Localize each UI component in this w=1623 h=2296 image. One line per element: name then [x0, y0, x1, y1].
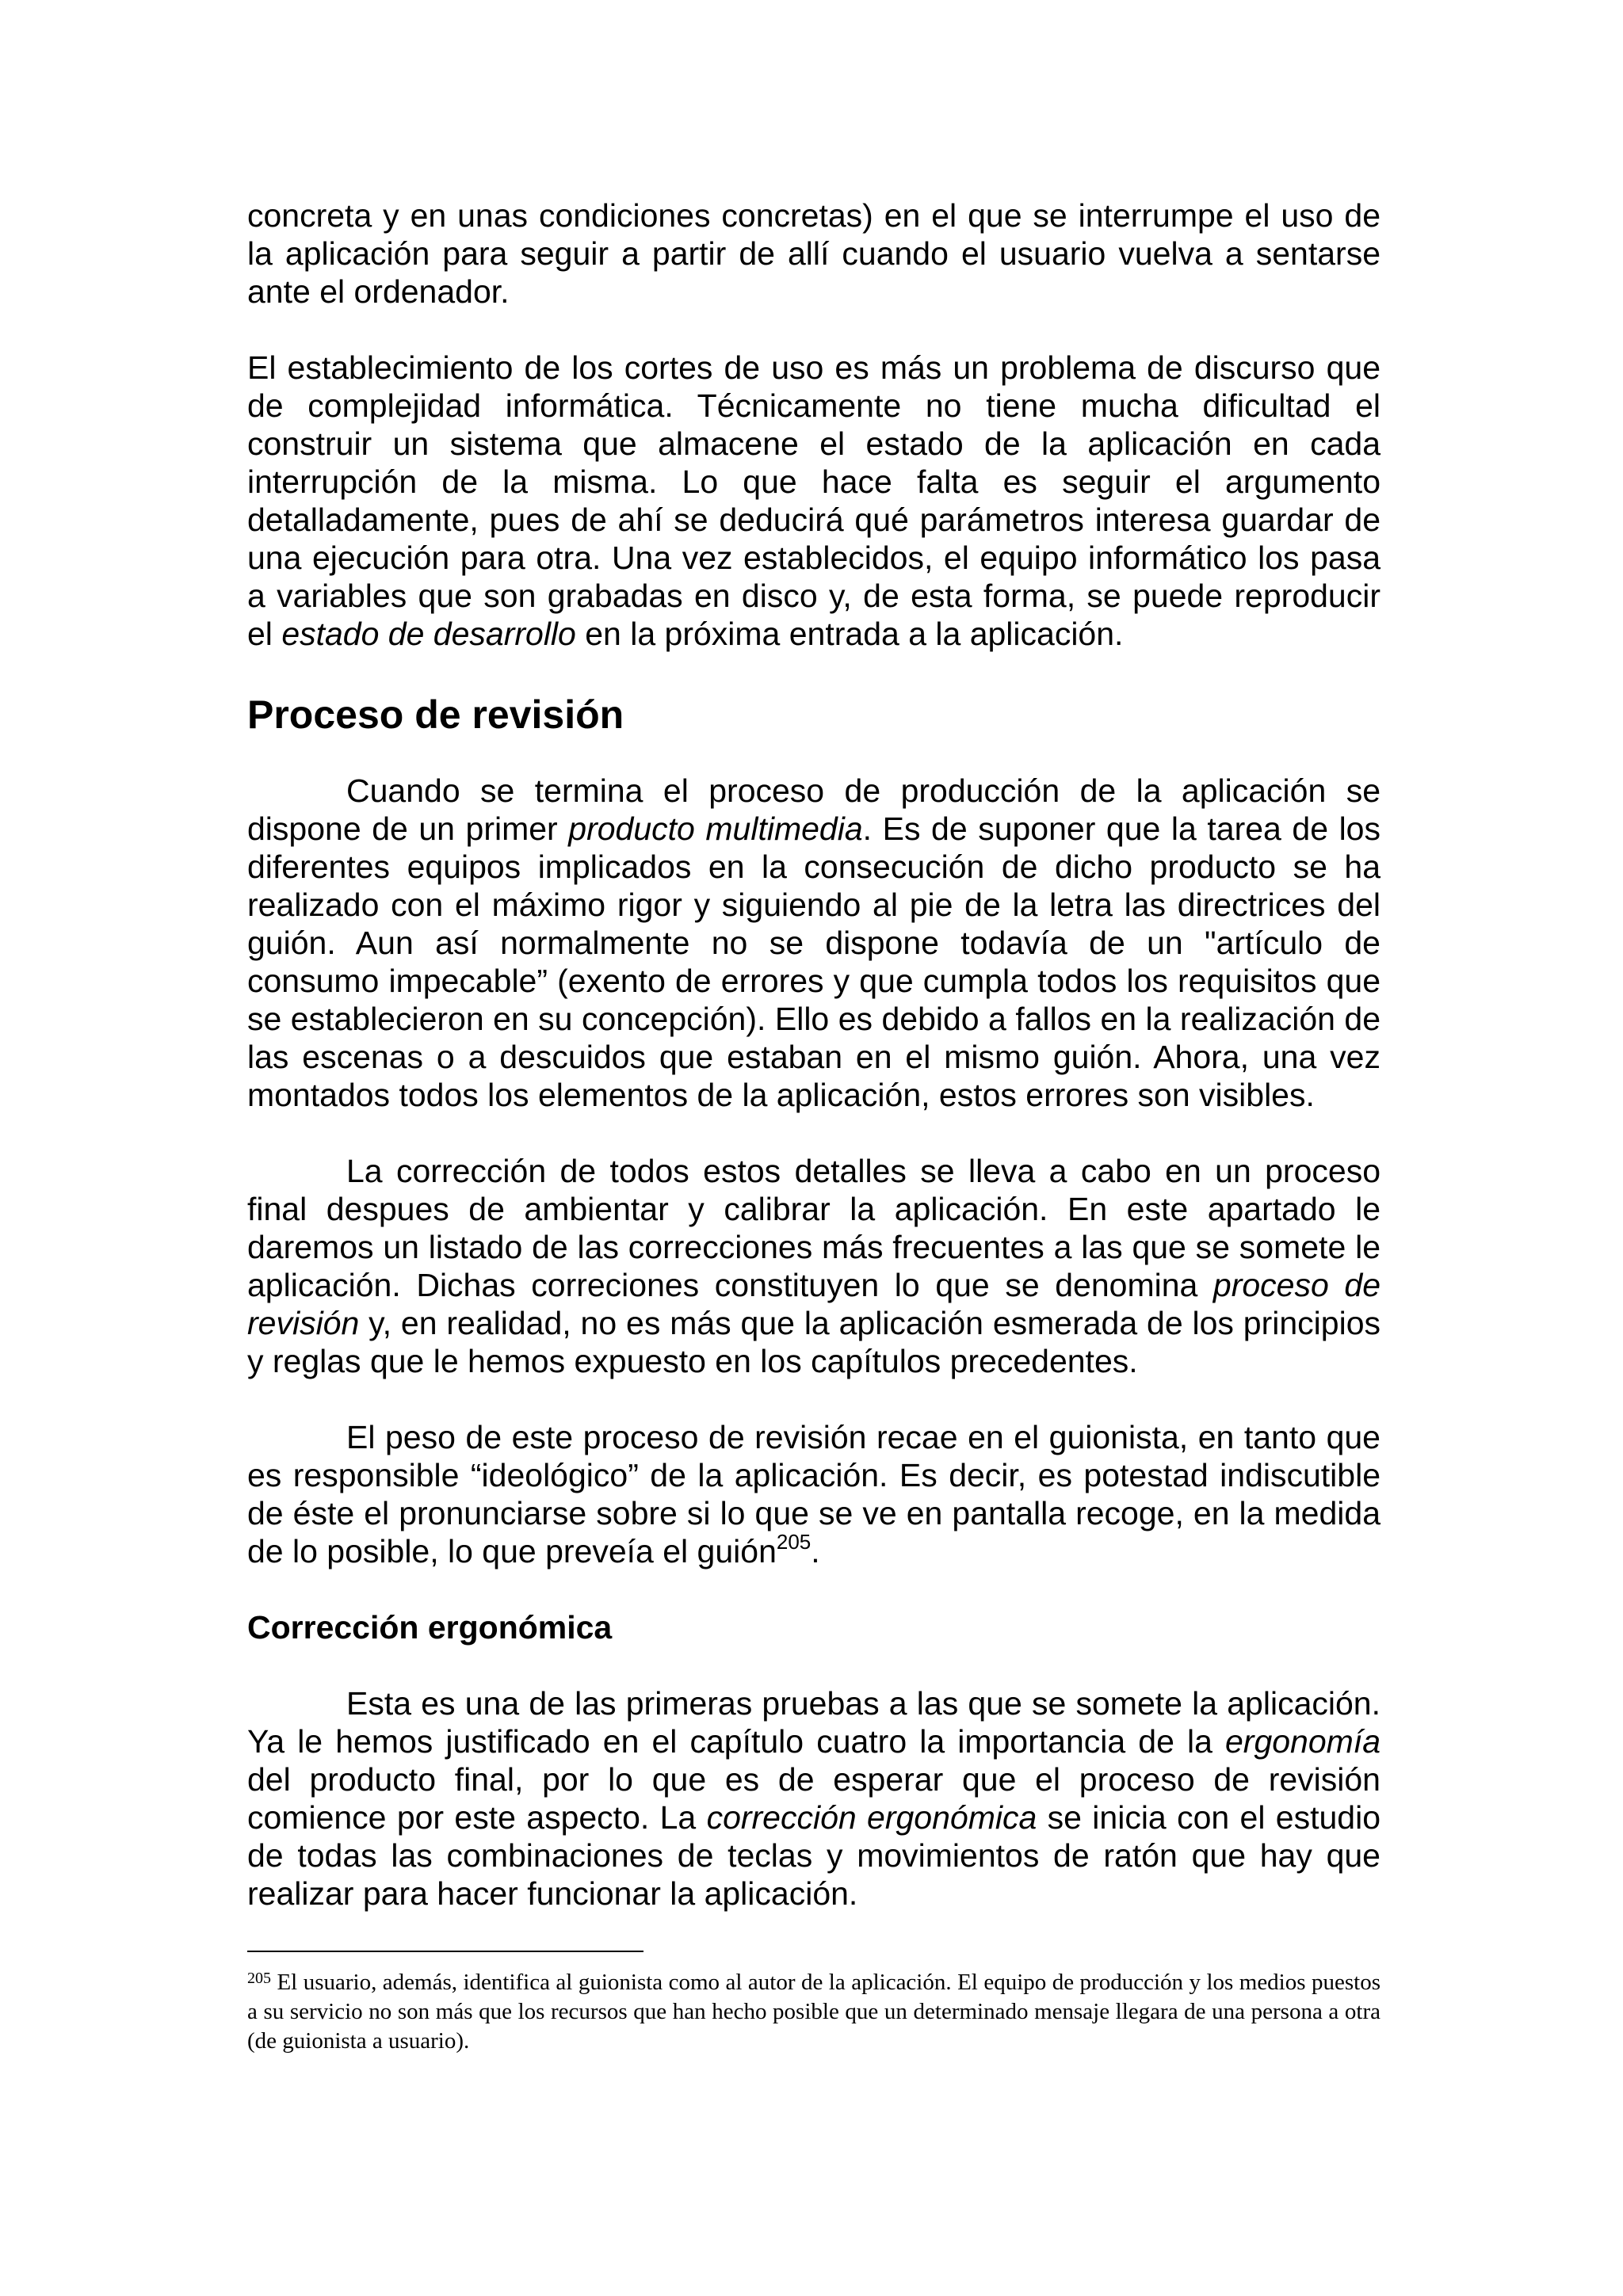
paragraph-peso-revision [247, 1418, 1381, 1570]
paragraph-text: Esta es una de las primeras pruebas a las que se somete la aplicación. Ya le hemos justificado en el capítulo cuatro la importancia de la [247, 1685, 1381, 1760]
paragraph-text: El peso de este proceso de revisión recae en el guionista, en tanto que es responsible “ideológico” de la aplicación. Es decir, es potestad indiscutible de éste el pronunciarse sobre si lo que se ve en pantalla recoge, en la medida de lo posible, lo que preveía el guión [247, 1419, 1381, 1569]
footnote-separator [247, 1951, 643, 1952]
italic-term: estado de desarrollo [281, 616, 576, 652]
italic-term: producto multimedia [568, 810, 863, 847]
italic-term: ergonomía [1224, 1723, 1381, 1760]
paragraph-cortes-continuation [247, 196, 1381, 311]
paragraph-text: El establecimiento de los cortes de uso es más un problema de discurso que de complejidad informática. Técnicamente no tiene mucha dificultad el construir un sistema que almacene el estado de la aplicación en cada interrupción de la misma. Lo que hace falta es seguir el argumento detalladamente, pues de ahí se deducirá qué parámetros interesa guardar de una ejecución para otra. Una vez establecidos, el equipo informático los pasa a variables que son grabadas en disco y, de esta forma, se puede reproducir el [247, 349, 1381, 652]
paragraph-text: del producto final, por lo que es de esperar que el proceso de revisión comience por este aspecto. La [247, 1761, 1381, 1836]
paragraph-correccion-ergonomica [247, 1684, 1381, 1913]
subsection-heading: Corrección ergonómica [247, 1609, 613, 1646]
paragraph-text: se inicia con el estudio de todas las combinaciones de teclas y movimientos de ratón que hay que realizar para hacer funcionar la aplicación. [247, 1799, 1381, 1912]
paragraph-text: . Es de suponer que la tarea de los diferentes equipos implicados en la consecución de dicho producto se ha realizado con el máximo rigor y siguiendo al pie de la letra las directrices del guión. Aun así normalmente no se dispone todavía de un "artículo de consumo impecable” (exento de errores y que cumpla todos los requisitos que se establecieron en su concepción). Ello es debido a fallos en la realización de las escenas o a descuidos que estaban en el mismo guión. Ahora, una vez montados todos los elementos de la aplicación, estos errores son visibles. [247, 810, 1381, 1113]
paragraph-producto-multimedia [247, 772, 1381, 1114]
footnote [247, 1968, 1381, 2056]
paragraph-text: y, en realidad, no es más que la aplicación esmerada de los principios y reglas que le hemos expuesto en los capítulos precedentes. [247, 1305, 1381, 1379]
paragraph-text: concreta y en unas condiciones concretas) en el que se interrumpe el uso de la aplicación para seguir a partir de allí cuando el usuario vuelva a sentarse ante el ordenador. [247, 197, 1381, 310]
italic-term: proceso de revisión [247, 1267, 1381, 1341]
paragraph-text: La corrección de todos estos detalles se lleva a cabo en un proceso final despues de ambientar y calibrar la aplicación. En este apartado le daremos un listado de las correcciones más frecuentes a las que se somete le aplicación. Dichas correciones constituyen lo que se denomina [247, 1153, 1381, 1303]
paragraph-text: en la próxima entrada a la aplicación. [575, 616, 1124, 652]
footnote-number: 205 [247, 1970, 271, 1987]
footnote-reference: 205 [776, 1530, 812, 1554]
document-page [247, 196, 1381, 2056]
paragraph-correccion-detalles [247, 1152, 1381, 1380]
section-heading: Proceso de revisión [247, 692, 624, 737]
italic-term: corrección ergonómica [706, 1799, 1037, 1836]
paragraph-cortes-de-uso [247, 349, 1381, 653]
paragraph-text: . [811, 1533, 820, 1569]
footnote-text: El usuario, además, identifica al guionista como al autor de la aplicación. El equipo de producción y los medios puestos a su servicio no son más que los recursos que han hecho posible que un determinado mensaje llegara de una persona a otra (de guionista a usuario). [247, 1970, 1381, 2054]
paragraph-text: Cuando se termina el proceso de producción de la aplicación se dispone de un primer [247, 772, 1381, 847]
